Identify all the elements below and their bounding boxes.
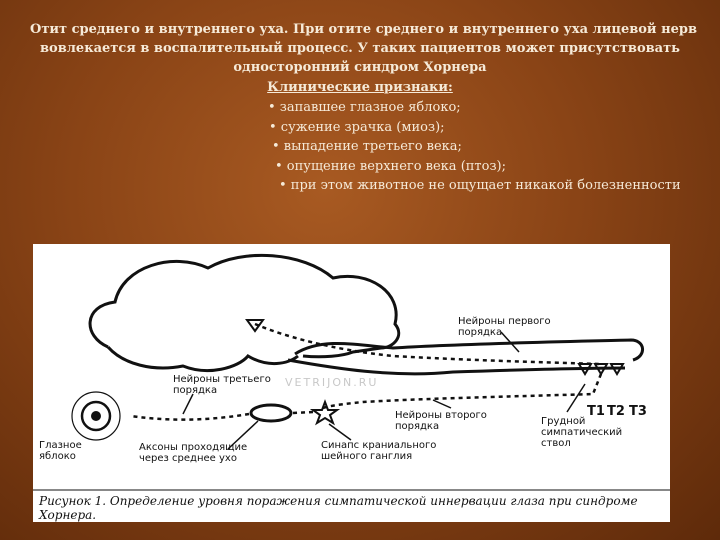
label-third-order: Нейроны третьего порядка <box>173 374 271 396</box>
label-t2: T2 <box>607 404 625 419</box>
label-eyeball: Глазное яблоко <box>39 440 82 462</box>
spinal-cord-upper <box>295 340 643 360</box>
hypothalamus-triangle <box>247 320 263 331</box>
sign-item: • сужение зрачка (миоз); <box>269 119 445 135</box>
sign-item: • при этом животное не ощущает никакой болезненности <box>279 178 681 193</box>
intro-line: односторонний синдром Хорнера <box>233 60 487 75</box>
signs-list <box>268 98 681 196</box>
brain-lower-outline <box>108 347 298 371</box>
figure-caption: Рисунок 1. Определение уровня поражения симпатической иннервации глаза при синдроме Хорнера. <box>39 494 638 522</box>
watermark: VETRIJON.RU <box>285 376 379 389</box>
intro-line: Отит среднего и внутреннего уха. При отите среднего и внутреннего уха лицевой нерв <box>30 22 698 37</box>
label-first-order: Нейроны первого порядка <box>458 316 551 338</box>
brain-outline <box>90 255 399 356</box>
label-thoracic-trunk: Грудной симпатический ствол <box>541 416 623 449</box>
label-synapse: Синапс краниального шейного ганглия <box>321 440 437 462</box>
middle-ear-oval <box>251 405 291 421</box>
intro-line: вовлекается в воспалительный процесс. У таких пациентов может присутствовать <box>40 41 680 56</box>
pointer-third-order <box>183 394 193 414</box>
signs-heading: Клинические признаки: <box>267 80 453 95</box>
label-axons: Аксоны проходящие через среднее ухо <box>139 442 248 464</box>
sign-item: • опущение верхнего века (птоз); <box>275 158 506 174</box>
label-t3: T3 <box>629 404 647 419</box>
eye-pupil <box>91 411 101 421</box>
horner-diagram <box>33 244 670 522</box>
pointer-synapse <box>329 424 351 440</box>
label-second-order: Нейроны второго порядка <box>395 410 487 432</box>
sign-item: • запавшее глазное яблоко; <box>268 100 461 115</box>
pointer-thoracic <box>567 384 585 412</box>
label-t1: T1 <box>587 404 605 419</box>
pointer-second-order <box>433 400 451 408</box>
sign-item: • выпадение третьего века; <box>272 139 462 154</box>
intro-paragraph <box>30 20 698 77</box>
